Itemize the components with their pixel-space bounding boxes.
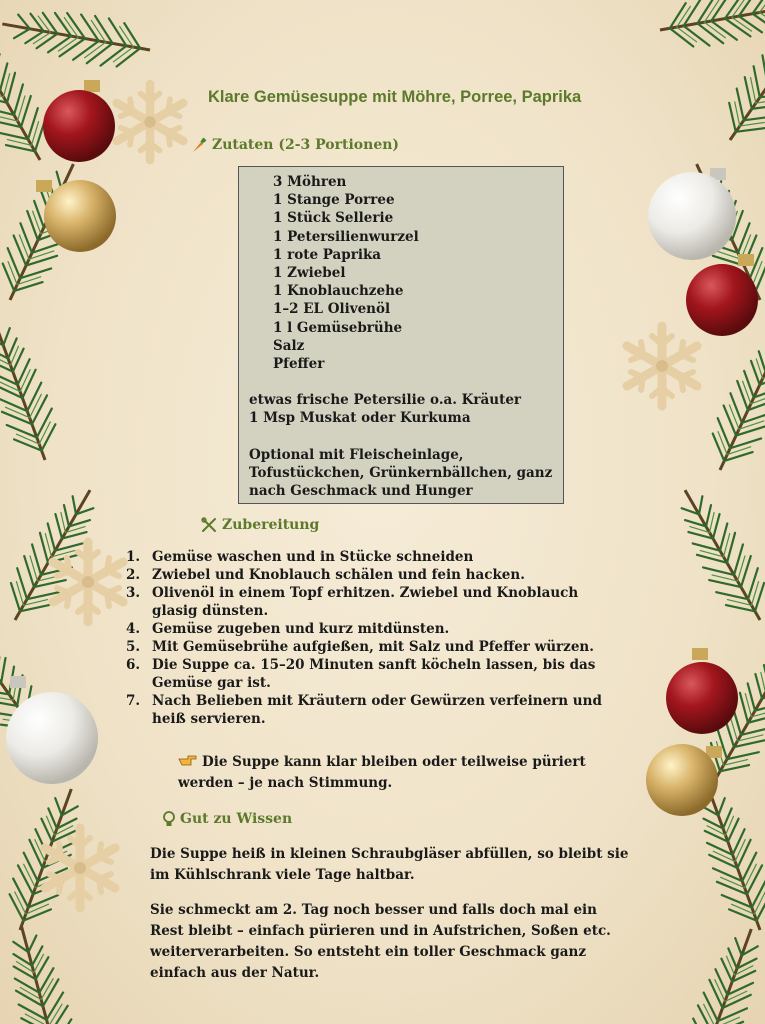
step-number: 1.: [126, 549, 141, 565]
ingredients-optional: Tofustückchen, Grünkernbällchen, ganz: [249, 464, 553, 481]
preparation-steps: [118, 548, 618, 728]
ingredient-item: 3 Möhren: [273, 174, 347, 190]
step-text: Nach Belieben mit Kräutern oder Gewürzen verfeinern und heiß servieren.: [152, 693, 602, 727]
preparation-heading-label: Zubereitung: [222, 517, 320, 533]
ingredient-item: 1 Stange Porree: [273, 192, 395, 209]
step-number: 4.: [126, 621, 141, 637]
ingredient-item: 1–2 EL Olivenöl: [273, 301, 391, 318]
carrot-icon: [190, 136, 208, 154]
step-text: Gemüse zugeben und kurz mitdünsten.: [152, 621, 450, 637]
step-number: 5.: [126, 639, 141, 655]
lightbulb-icon: [162, 810, 176, 828]
pointing-hand-icon: [178, 753, 198, 767]
step-number: 7.: [126, 693, 141, 709]
ingredient-item: 1 l Gemüsebrühe: [273, 319, 403, 336]
info-paragraph: Sie schmeckt am 2. Tag noch besser und falls doch mal ein Rest bleibt – einfach pürieren und in Aufstrichen, Soßen etc. weiterverarbeiten. So entsteht ein toller Geschmack ganz einfach aus der Natur.: [150, 902, 611, 981]
ingredient-extra: etwas frische Petersilie o.a. Kräuter: [249, 392, 522, 409]
step-text: Zwiebel und Knoblauch schälen und fein hacken.: [152, 567, 525, 583]
preparation-step: [118, 548, 618, 566]
ingredient-item: 1 Stück Sellerie: [273, 210, 394, 227]
ingredient-item: Salz: [273, 337, 305, 354]
tip-note: [178, 752, 628, 794]
step-number: 3.: [126, 585, 141, 601]
ingredient-item: 1 Knoblauchzehe: [273, 283, 404, 300]
ingredient-item: 1 Zwiebel: [273, 265, 346, 282]
info-paragraph: Die Suppe heiß in kleinen Schraubgläser abfüllen, so bleibt sie im Kühlschrank viele Tage haltbar.: [150, 846, 629, 883]
step-text: Die Suppe ca. 15–20 Minuten sanft köcheln lassen, bis das Gemüse gar ist.: [152, 657, 596, 691]
step-text: Gemüse waschen und in Stücke schneiden: [152, 549, 474, 565]
preparation-step: [118, 584, 618, 620]
kitchen-tools-icon: [200, 516, 218, 534]
step-text: Mit Gemüsebrühe aufgießen, mit Salz und Pfeffer würzen.: [152, 639, 594, 655]
ingredients-heading-label: Zutaten (2-3 Portionen): [212, 137, 400, 153]
good-to-know-label: Gut zu Wissen: [180, 811, 293, 827]
ingredients-optional: Optional mit Fleischeinlage,: [249, 446, 464, 463]
preparation-step: [118, 656, 618, 692]
ingredient-item: Pfeffer: [273, 356, 325, 373]
step-number: 6.: [126, 657, 141, 673]
ingredient-item: 1 Petersilienwurzel: [273, 228, 419, 245]
preparation-step: [118, 692, 618, 728]
ingredient-item: 1 rote Paprika: [273, 246, 382, 263]
tip-text: Die Suppe kann klar bleiben oder teilweise püriert werden – je nach Stimmung.: [178, 754, 586, 791]
preparation-step: [118, 638, 618, 656]
ingredients-list: [249, 173, 555, 373]
preparation-step: [118, 566, 618, 584]
ingredients-optional: nach Geschmack und Hunger: [249, 483, 473, 500]
recipe-title: Klare Gemüsesuppe mit Möhre, Porree, Paprika: [208, 88, 582, 106]
preparation-heading: [200, 516, 319, 534]
good-to-know-heading: [162, 810, 292, 828]
step-text: Olivenöl in einem Topf erhitzen. Zwiebel und Knoblauch glasig dünsten.: [152, 585, 579, 619]
ingredients-heading: [190, 136, 399, 154]
ingredient-extra: 1 Msp Muskat oder Kurkuma: [249, 410, 471, 427]
preparation-step: [118, 620, 618, 638]
step-number: 2.: [126, 567, 141, 583]
ingredients-box: [238, 166, 564, 504]
